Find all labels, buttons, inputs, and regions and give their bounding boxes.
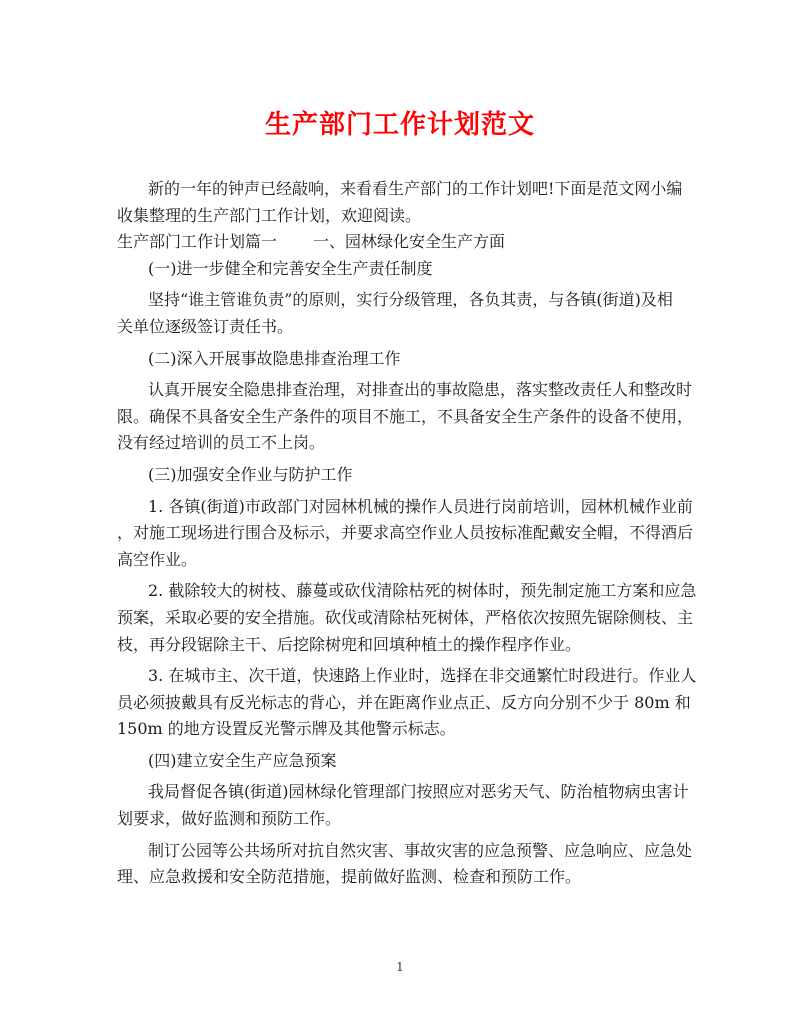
paragraph-line: 理、应急救援和安全防范措施，提前做好监测、检查和预防工作。 bbox=[117, 867, 582, 887]
subheading-line: (四)建立安全生产应急预案 bbox=[148, 750, 337, 770]
section-heading-line bbox=[117, 229, 683, 256]
paragraph-line: 限。确保不具备安全生产条件的项目不施工，不具备安全生产条件的设备不使用， bbox=[117, 406, 694, 426]
paragraph-line: 收集整理的生产部门工作计划，欢迎阅读。 bbox=[117, 205, 422, 225]
subheading-line: (一)进一步健全和完善安全生产责任制度 bbox=[148, 258, 433, 278]
paragraph-line: 预案，采取必要的安全措施。砍伐或清除枯死树体，严格依次按照先锯除侧枝、主 bbox=[117, 607, 694, 627]
paragraph-line: 关单位逐级签订责任书。 bbox=[117, 316, 294, 336]
subheading-line: (二)深入开展事故隐患排查治理工作 bbox=[148, 348, 401, 368]
subsection-heading: 一、园林绿化安全生产方面 bbox=[313, 232, 506, 252]
paragraph-line: 划要求，做好监测和预防工作。 bbox=[117, 809, 342, 829]
section-heading: 生产部门工作计划篇一 bbox=[117, 232, 278, 252]
paragraph-line: 新的一年的钟声已经敲响，来看看生产部门的工作计划吧!下面是范文网小编 bbox=[148, 179, 683, 198]
paragraph-line: 员必须披戴具有反光标志的背心，并在距离作业点正、反方向分别不少于 80m 和 bbox=[117, 692, 691, 712]
paragraph-line: 1. 各镇(街道)市政部门对园林机械的操作人员进行岗前培训，园林机械作业前 bbox=[148, 496, 693, 516]
document-title: 生产部门工作计划范文 bbox=[264, 110, 535, 140]
page-number: 1 bbox=[396, 960, 404, 974]
subheading-line: (三)加强安全作业与防护工作 bbox=[148, 464, 353, 484]
document-body bbox=[117, 176, 697, 891]
paragraph-line: 认真开展安全隐患排查治理，对排查出的事故隐患，落实整改责任人和整改时 bbox=[148, 380, 693, 400]
paragraph-line: 2. 截除较大的树枝、藤蔓或砍伐清除枯死的树体时，预先制定施工方案和应急 bbox=[148, 581, 697, 601]
paragraph-line: 3. 在城市主、次干道，快速路上作业时，选择在非交通繁忙时段进行。作业人 bbox=[148, 666, 697, 686]
paragraph-line: ，对施工现场进行围合及标示，并要求高空作业人员按标准配戴安全帽，不得酒后 bbox=[117, 523, 694, 543]
paragraph-line: 枝，再分段锯除主干、后挖除树兜和回填种植土的操作程序作业。 bbox=[117, 634, 582, 654]
paragraph-line: 150m 的地方设置反光警示牌及其他警示标志。 bbox=[117, 719, 456, 739]
paragraph-line: 制订公园等公共场所对抗自然灾害、事故灾害的应急预警、应急响应、应急处 bbox=[148, 840, 693, 860]
paragraph-line: 坚持“谁主管谁负责”的原则，实行分级管理，各负其责，与各镇(街道)及相 bbox=[148, 290, 673, 310]
paragraph-line: 高空作业。 bbox=[117, 549, 198, 569]
paragraph-line: 我局督促各镇(街道)园林绿化管理部门按照应对恶劣天气、防治植物病虫害计 bbox=[148, 782, 689, 802]
paragraph-line: 没有经过培训的员工不上岗。 bbox=[117, 433, 326, 453]
